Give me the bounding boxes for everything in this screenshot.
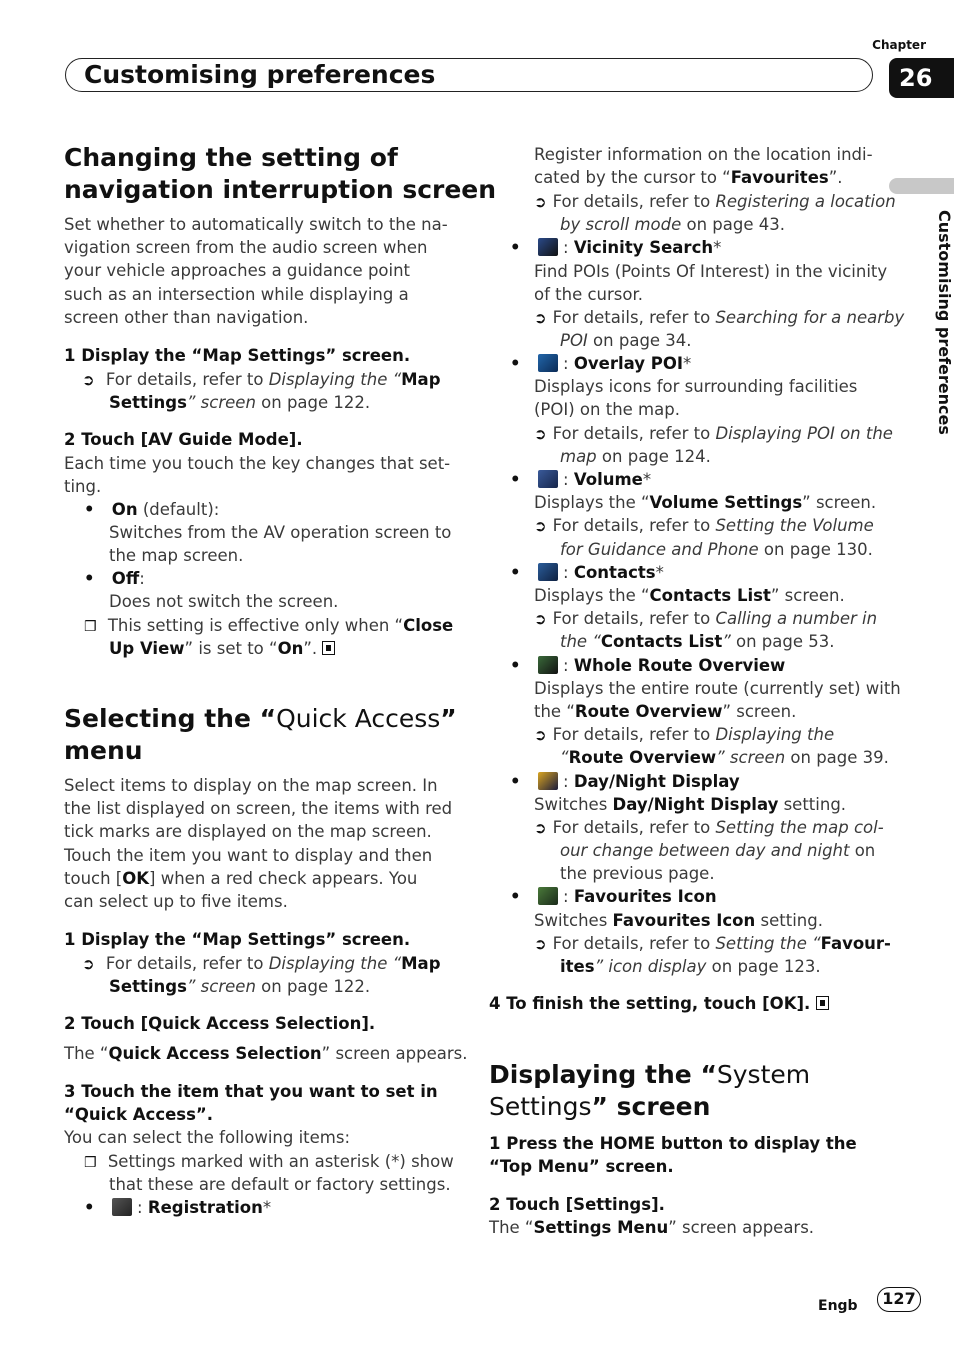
list-item-whole-route-overview: • : Whole Route Overview: [510, 656, 786, 675]
day-night-desc: Switches Day/Night Display setting.: [534, 795, 847, 814]
arrow-icon: ➲: [82, 371, 95, 389]
reference-note: ➲ For details, refer to Searching for a nearby: [534, 308, 905, 327]
list-item-on: • On (default):: [84, 500, 220, 519]
step-heading: 4 To finish the setting, touch [OK].: [489, 992, 829, 1015]
end-mark-icon: [322, 641, 335, 655]
step-description: Each time you touch the key changes that set- ting.: [64, 454, 451, 497]
side-tab-label: Customising preferences: [935, 210, 954, 435]
section-title-navigation-interruption: Changing the setting of navigation interruption screen: [64, 143, 497, 204]
reference-note-cont: ites” icon display on page 123.: [560, 957, 821, 976]
reference-note: ➲ For details, refer to Displaying the “Map: [82, 370, 441, 389]
step-heading: 1 Press the HOME button to display the “Top Menu” screen.: [489, 1134, 857, 1176]
bullet: •: [84, 500, 95, 519]
chapter-label: Chapter: [872, 38, 926, 52]
list-item-day-night-display: • : Day/Night Display: [510, 772, 740, 791]
step-heading: 2 Touch [AV Guide Mode].: [64, 430, 303, 449]
reference-note-cont: the “Contacts List” on page 53.: [560, 632, 835, 651]
reference-note-cont: Settings” screen on page 122.: [109, 977, 371, 996]
chapter-number: 26: [889, 58, 954, 98]
reference-note-cont: map on page 124.: [560, 447, 711, 466]
step-description: You can select the following items:: [64, 1128, 351, 1147]
reference-note-cont: Settings” screen on page 122.: [109, 393, 371, 412]
whole-route-overview-icon: [538, 656, 558, 674]
note-cont: Up View” is set to “On”.: [109, 637, 335, 660]
vicinity-search-icon: [538, 238, 558, 256]
registration-desc: Register information on the location indi- cated by the cursor to “Favourites”.: [534, 145, 873, 188]
side-tab-marker: [889, 178, 954, 194]
reference-note: ➲ For details, refer to Setting the Volume: [534, 516, 874, 535]
step-description: The “Settings Menu” screen appears.: [489, 1218, 815, 1237]
list-item-favourites-icon: • : Favourites Icon: [510, 887, 717, 906]
reference-note: ➲ For details, refer to Setting the “Favour-: [534, 934, 891, 953]
reference-note: ➲ For details, refer to Setting the map col-: [534, 818, 884, 837]
note-box-icon: ❒: [84, 619, 97, 635]
volume-desc: Displays the “Volume Settings” screen.: [534, 493, 877, 512]
reference-note: ➲ For details, refer to Displaying POI on the: [534, 424, 893, 443]
contacts-icon: [538, 563, 558, 581]
arrow-icon: ➲: [82, 955, 95, 973]
list-item-registration: • : Registration*: [84, 1198, 272, 1217]
overlay-poi-icon: [538, 354, 558, 372]
section-title-quick-access: Selecting the “Quick Access” menu: [64, 704, 457, 765]
list-item-contacts: • : Contacts*: [510, 563, 664, 582]
reference-note-cont: for Guidance and Phone on page 130.: [560, 540, 873, 559]
step-heading: 1 Display the “Map Settings” screen.: [64, 346, 411, 365]
list-item-off: • Off:: [84, 569, 145, 588]
favourites-icon: [538, 887, 558, 905]
day-night-display-icon: [538, 772, 558, 790]
list-item-vicinity-search: • : Vicinity Search*: [510, 238, 722, 257]
note: ❒ This setting is effective only when “Close: [84, 616, 454, 635]
list-item-volume: • : Volume*: [510, 470, 652, 489]
footer-language: Engb: [818, 1298, 858, 1314]
reference-note-cont: our change between day and night on the previous page.: [560, 841, 876, 884]
volume-icon: [538, 470, 558, 488]
page-header-title: Customising preferences: [84, 60, 436, 89]
vicinity-desc: Find POIs (Points Of Interest) in the vicinity of the cursor.: [534, 262, 888, 305]
reference-note-cont: “Route Overview” screen on page 39.: [560, 748, 889, 767]
step-heading: 3 Touch the item that you want to set in “Quick Access”.: [64, 1082, 438, 1124]
favourites-desc: Switches Favourites Icon setting.: [534, 911, 823, 930]
reference-note-cont: by scroll mode on page 43.: [560, 215, 785, 234]
step-heading: 1 Display the “Map Settings” screen.: [64, 930, 411, 949]
section-intro: Set whether to automatically switch to the na- vigation screen from the audio screen when your vehicle approaches a guidance point such as an intersection while displaying a screen other than navigation.: [64, 215, 448, 327]
whole-route-desc: Displays the entire route (currently set) with the “Route Overview” screen.: [534, 679, 901, 722]
page-number: 127: [877, 1287, 921, 1312]
section-title-system-settings: Displaying the “System Settings” screen: [489, 1060, 811, 1121]
note-box-icon: ❒: [84, 1155, 97, 1171]
note-cont: that these are default or factory settings.: [109, 1175, 451, 1194]
note: ❒ Settings marked with an asterisk (*) show: [84, 1152, 454, 1171]
overlay-poi-desc: Displays icons for surrounding facilities (POI) on the map.: [534, 377, 858, 420]
list-item-off-desc: Does not switch the screen.: [109, 592, 339, 611]
registration-icon: [112, 1198, 132, 1216]
reference-note: ➲ For details, refer to Calling a number in: [534, 609, 878, 628]
list-item-on-desc: Switches from the AV operation screen to the map screen.: [109, 523, 452, 566]
list-item-overlay-poi: • : Overlay POI*: [510, 354, 692, 373]
step-heading: 2 Touch [Settings].: [489, 1195, 665, 1214]
section-intro: Select items to display on the map screen. In the list displayed on screen, the items with red tick marks are displayed on the map screen. Touch the item you want to display and then touch [OK] when a red check appears. You can select up to five items.: [64, 776, 453, 912]
reference-note: ➲ For details, refer to Displaying the: [534, 725, 835, 744]
reference-note: ➲ For details, refer to Registering a location: [534, 192, 896, 211]
contacts-desc: Displays the “Contacts List” screen.: [534, 586, 845, 605]
reference-note: ➲ For details, refer to Displaying the “Map: [82, 954, 441, 973]
bullet: •: [84, 569, 95, 588]
reference-note-cont: POI on page 34.: [560, 331, 692, 350]
step-heading: 2 Touch [Quick Access Selection].: [64, 1014, 376, 1033]
step-description: The “Quick Access Selection” screen appears.: [64, 1044, 468, 1063]
end-mark-icon: [816, 996, 829, 1010]
